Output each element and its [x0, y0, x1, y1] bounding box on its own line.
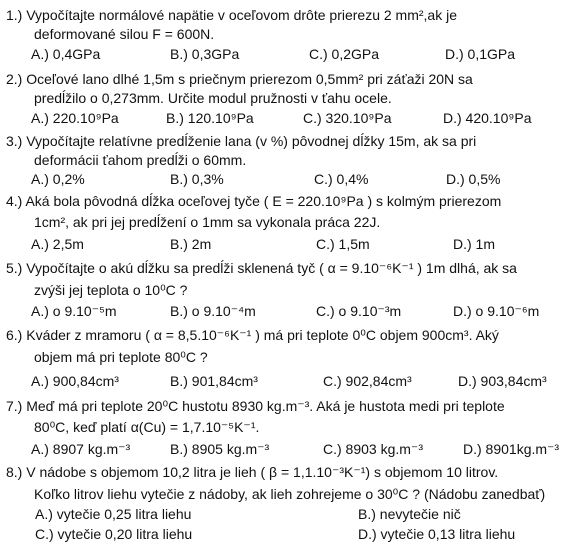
question-4-option-d[interactable]: D.) 1m: [453, 236, 495, 252]
question-1-option-d[interactable]: D.) 0,1GPa: [445, 46, 516, 62]
question-5-line-2: zvýši jej teplota o 10⁰C ?: [34, 282, 188, 298]
question-7-option-c[interactable]: C.) 8903 kg.m⁻³: [323, 441, 423, 457]
question-5-option-a[interactable]: A.) o 9.10⁻⁵m: [31, 303, 117, 319]
question-1-line-1: 1.) Vypočítajte normálové napätie v oceľovom drôte prierezu 2 mm²,ak je: [6, 7, 457, 23]
question-2-option-d[interactable]: D.) 420.10⁹Pa: [443, 110, 532, 126]
question-2-line-2: predĺžilo o 0,273mm. Určite modul pružnosti v ťahu ocele.: [34, 90, 392, 106]
question-8-option-b[interactable]: B.) nevytečie nič: [358, 506, 461, 522]
question-7-option-b[interactable]: B.) 8905 kg.m⁻³: [170, 441, 270, 457]
question-3-option-b[interactable]: B.) 0,3%: [170, 171, 224, 187]
question-1-line-2: deformované silou F = 600N.: [34, 26, 215, 42]
question-2-option-a[interactable]: A.) 220.10⁹Pa: [31, 110, 119, 126]
question-8-line-2: Koľko litrov liehu vytečie z nádoby, ak lieh zohrejeme o 30⁰C ? (Nádobu zanedbať): [34, 486, 546, 502]
question-5-option-c[interactable]: C.) o 9.10⁻³m: [316, 303, 402, 319]
question-7-option-d[interactable]: D.) 8901kg.m⁻³: [463, 441, 560, 457]
question-8-option-c[interactable]: C.) vytečie 0,20 litra liehu: [35, 526, 193, 542]
question-4-line-1: 4.) Aká bola pôvodná dĺžka oceľovej tyče ( E = 220.10⁹Pa ) s kolmým prierezom: [6, 193, 502, 209]
question-2-option-c[interactable]: C.) 320.10⁹Pa: [303, 110, 392, 126]
question-5-option-b[interactable]: B.) o 9.10⁻⁴m: [170, 303, 256, 319]
question-1-option-a[interactable]: A.) 0,4GPa: [31, 46, 101, 62]
question-1-option-b[interactable]: B.) 0,3GPa: [170, 46, 240, 62]
question-2-line-1: 2.) Oceľové lano dlhé 1,5m s priečnym prierezom 0,5mm² pri záťaži 20N sa: [6, 71, 473, 87]
question-4-option-a[interactable]: A.) 2,5m: [31, 236, 84, 252]
question-3-line-1: 3.) Vypočítajte relatívne predĺženie lana (v %) pôvodnej dĺžky 15m, ak sa pri: [6, 133, 477, 149]
question-7-option-a[interactable]: A.) 8907 kg.m⁻³: [31, 441, 131, 457]
question-8-line-1: 8.) V nádobe s objemom 10,2 litra je lieh ( β = 1,1.10⁻³K⁻¹) s objemom 10 litrov.: [6, 464, 499, 480]
question-6-option-d[interactable]: D.) 903,84cm³: [458, 373, 547, 389]
question-3-option-d[interactable]: D.) 0,5%: [446, 171, 501, 187]
question-6-line-2: objem má pri teplote 80⁰C ?: [34, 349, 208, 365]
question-8-option-a[interactable]: A.) vytečie 0,25 litra liehu: [35, 506, 192, 522]
question-8-option-d[interactable]: D.) vytečie 0,13 litra liehu: [358, 526, 516, 542]
question-2-option-b[interactable]: B.) 120.10⁹Pa: [166, 110, 254, 126]
question-5-option-d[interactable]: D.) o 9.10⁻⁶m: [453, 303, 540, 319]
question-7-line-1: 7.) Meď má pri teplote 20⁰C hustotu 8930 kg.m⁻³. Aká je hustota medi pri teplote: [6, 398, 505, 414]
question-6-option-b[interactable]: B.) 901,84cm³: [170, 373, 258, 389]
question-7-line-2: 80⁰C, keď platí α(Cu) = 1,7.10⁻⁵K⁻¹.: [34, 419, 260, 435]
question-3-option-a[interactable]: A.) 0,2%: [31, 171, 85, 187]
question-6-option-c[interactable]: C.) 902,84cm³: [323, 373, 412, 389]
question-6-line-1: 6.) Kváder z mramoru ( α = 8,5.10⁻⁶K⁻¹ ) má pri teplote 0⁰C objem 900cm³. Aký: [6, 327, 499, 343]
question-4-option-b[interactable]: B.) 2m: [170, 236, 212, 252]
question-4-line-2: 1cm², ak pri jej predĺžení o 1mm sa vykonala práca 22J.: [34, 214, 381, 230]
question-6-option-a[interactable]: A.) 900,84cm³: [31, 373, 119, 389]
question-3-option-c[interactable]: C.) 0,4%: [314, 171, 369, 187]
question-3-line-2: deformácii ťahom predĺži o 60mm.: [34, 152, 247, 168]
question-5-line-1: 5.) Vypočítajte o akú dĺžku sa predĺži sklenená tyč ( α = 9.10⁻⁶K⁻¹ ) 1m dlhá, ak sa: [6, 260, 517, 276]
question-4-option-c[interactable]: C.) 1,5m: [316, 236, 370, 252]
question-1-option-c[interactable]: C.) 0,2GPa: [309, 46, 380, 62]
